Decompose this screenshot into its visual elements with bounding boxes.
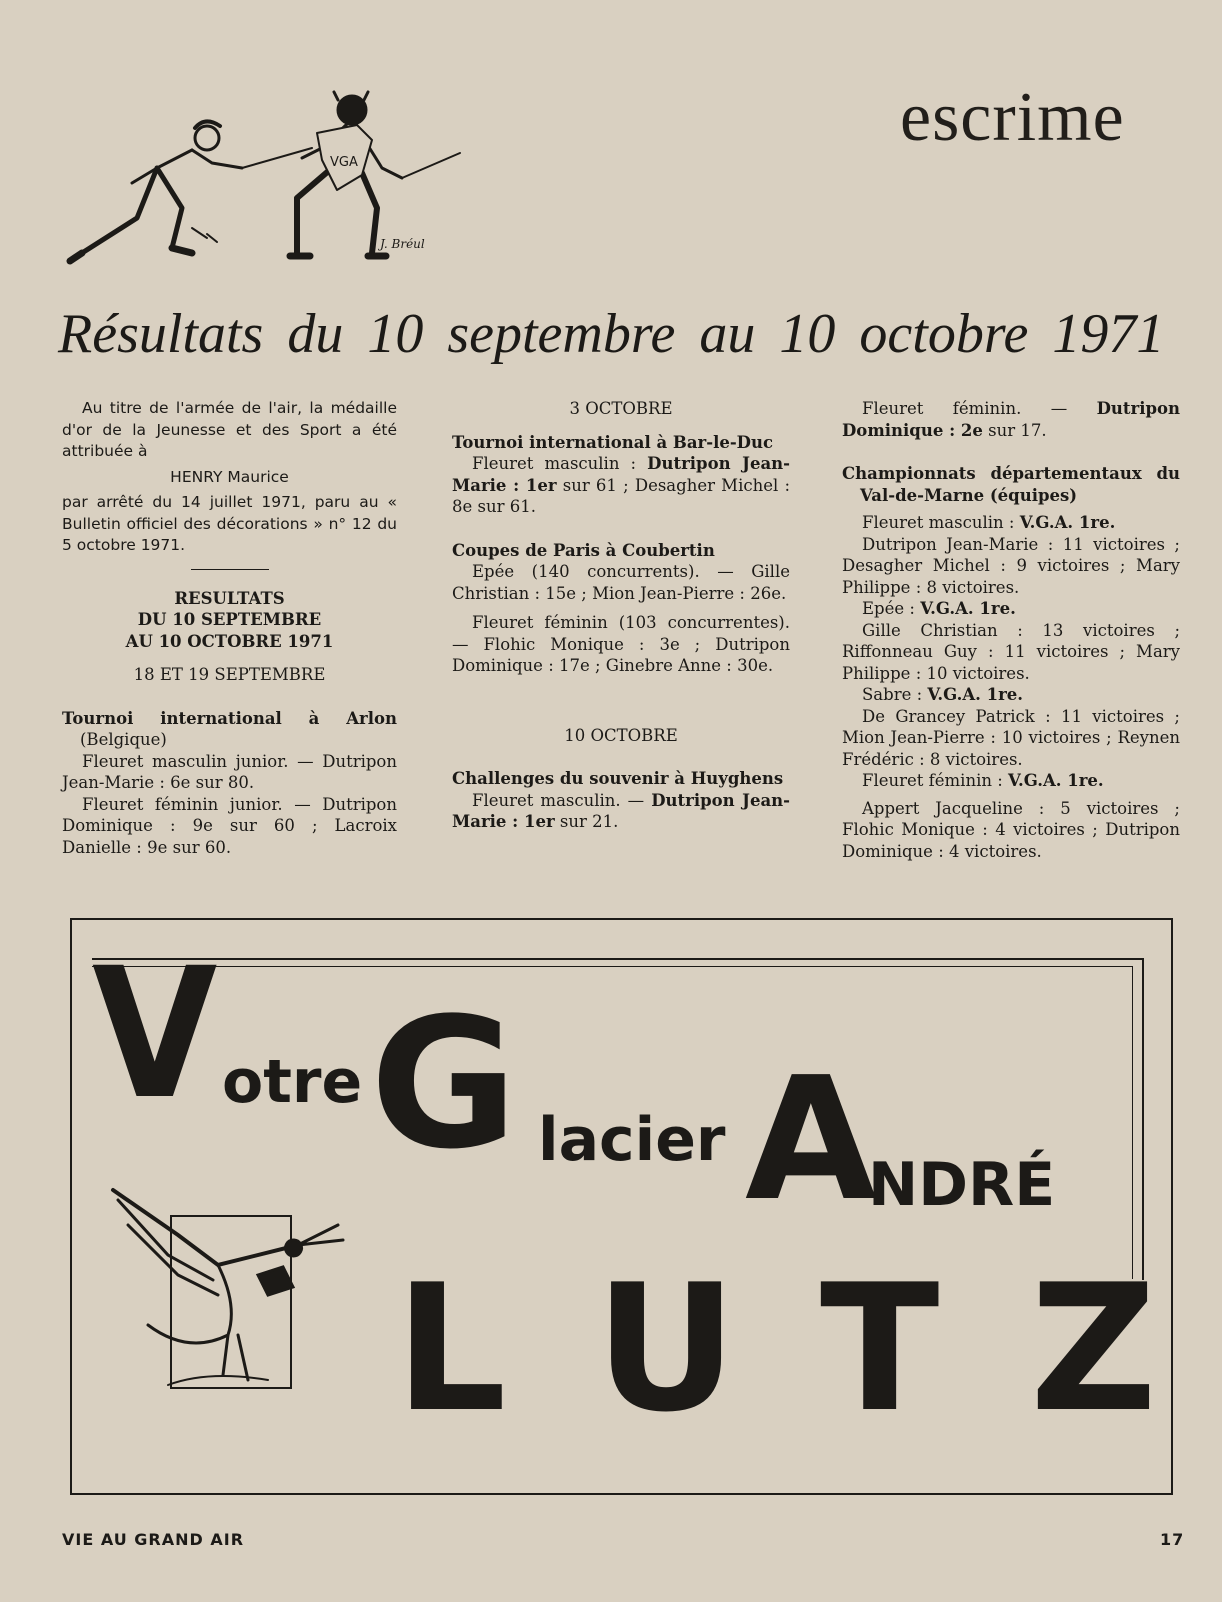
results-heading-2: DU 10 SEPTEMBRE bbox=[137, 610, 322, 629]
award-decree: par arrêté du 14 juillet 1971, paru au « Bulletin officiel des décorations » n° 12 du 5 octobre 1971. bbox=[62, 493, 397, 554]
ad-word-otre: otre bbox=[222, 1047, 363, 1117]
result-line: Fleuret féminin junior. — Dutripon Dominique : 9e sur 60 ; Lacroix Danielle : 9e sur 60. bbox=[62, 794, 397, 857]
result-name: Dutripon Dominique : 2e bbox=[842, 399, 1181, 440]
ad-word-ndre: NDRÉ bbox=[868, 1150, 1056, 1220]
result-label: Fleuret féminin : bbox=[862, 771, 1003, 790]
result-name: Dutripon Jean-Marie : 1er bbox=[452, 790, 791, 831]
event-title: Championnats départementaux du Val-de-Marne (équipes) bbox=[842, 464, 1180, 505]
award-recipient: HENRY Maurice bbox=[170, 467, 289, 486]
ad-lutz-z: Z bbox=[1030, 1248, 1157, 1451]
results-heading-1: RESULTATS bbox=[174, 588, 285, 608]
event-title: Coupes de Paris à Coubertin bbox=[452, 540, 715, 560]
shield-text: VGA bbox=[330, 155, 358, 170]
headline: Résultats du 10 septembre au 10 octobre 1971 bbox=[58, 303, 1165, 365]
award-intro: Au titre de l'armée de l'air, la médaille d'or de la Jeunesse et des Sport a été attribuée à bbox=[62, 399, 397, 460]
result-label: Fleuret masculin : bbox=[472, 454, 637, 473]
result-label: Sabre : bbox=[862, 685, 923, 704]
result-rest: sur 21. bbox=[559, 812, 619, 831]
result-label: Fleuret masculin. — bbox=[472, 790, 645, 810]
artist-signature: J. Bréul bbox=[380, 237, 425, 251]
result-line: De Grancey Patrick : 11 victoires ; Mion Jean-Pierre : 10 victoires ; Reynen Frédéric : 8 victoires. bbox=[842, 706, 1180, 769]
team-result: V.G.A. 1re. bbox=[920, 599, 1016, 618]
event-country: (Belgique) bbox=[80, 730, 167, 749]
team-result: V.G.A. 1re. bbox=[1008, 771, 1104, 790]
column-1 bbox=[62, 398, 397, 858]
stork-icon bbox=[108, 1185, 358, 1405]
ad-lutz-l: L bbox=[395, 1248, 507, 1451]
result-rest: sur 17. bbox=[988, 420, 1047, 440]
event-title: Tournoi international à Arlon bbox=[62, 708, 397, 728]
result-line: Epée (140 concurrents). — Gille Christian : 15e ; Mion Jean-Pierre : 26e. bbox=[452, 562, 790, 603]
ad-letter-g: G bbox=[370, 980, 518, 1189]
result-line: Appert Jacqueline : 5 victoires ; Flohic Monique : 4 victoires ; Dutripon Dominique : 4 victoires. bbox=[842, 798, 1180, 861]
footer-magazine: VIE AU GRAND AIR bbox=[62, 1530, 245, 1549]
fencers-illustration bbox=[62, 88, 482, 278]
date-heading: 10 OCTOBRE bbox=[564, 725, 678, 745]
result-label: Fleuret féminin. — bbox=[862, 399, 1068, 418]
date-heading: 3 OCTOBRE bbox=[569, 399, 673, 418]
column-2 bbox=[452, 398, 790, 833]
result-name: Dutripon Jean-Marie : 1er bbox=[452, 454, 791, 495]
result-line: Dutripon Jean-Marie : 11 victoires ; Desagher Michel : 9 victoires ; Mary Philippe : 8 victoires. bbox=[842, 534, 1180, 597]
ad-lutz-t: T bbox=[820, 1248, 940, 1451]
divider bbox=[191, 569, 269, 570]
team-result: V.G.A. 1re. bbox=[1019, 513, 1116, 532]
results-heading-3: AU 10 OCTOBRE 1971 bbox=[125, 631, 334, 651]
ad-lutz-u: U bbox=[595, 1248, 738, 1451]
ad-letter-a: A bbox=[745, 1041, 877, 1239]
event-title: Challenges du souvenir à Huyghens bbox=[452, 769, 784, 788]
ad-letter-v: V bbox=[92, 930, 218, 1139]
team-result: V.G.A. 1re. bbox=[927, 685, 1024, 704]
result-line: Fleuret féminin (103 concurrentes). — Flohic Monique : 3e ; Dutripon Dominique : 17e ; Ginebre Anne : 30e. bbox=[452, 613, 790, 675]
result-line: Fleuret masculin junior. — Dutripon Jean-Marie : 6e sur 80. bbox=[62, 751, 397, 792]
date-heading: 18 ET 19 SEPTEMBRE bbox=[133, 665, 326, 684]
result-label: Fleuret masculin : bbox=[862, 513, 1015, 532]
ad-word-lacier: lacier bbox=[538, 1105, 726, 1175]
result-rest: sur 61 ; Desagher Michel : 8e sur 61. bbox=[452, 475, 790, 516]
page-number: 17 bbox=[1160, 1530, 1185, 1549]
result-label: Epée : bbox=[862, 599, 915, 618]
event-title: Tournoi international à Bar-le-Duc bbox=[452, 432, 774, 452]
section-title: escrime bbox=[900, 79, 1125, 156]
result-line: Gille Christian : 13 victoires ; Riffonneau Guy : 11 victoires ; Mary Philippe : 10 victoires. bbox=[842, 620, 1180, 683]
column-3 bbox=[842, 398, 1180, 862]
